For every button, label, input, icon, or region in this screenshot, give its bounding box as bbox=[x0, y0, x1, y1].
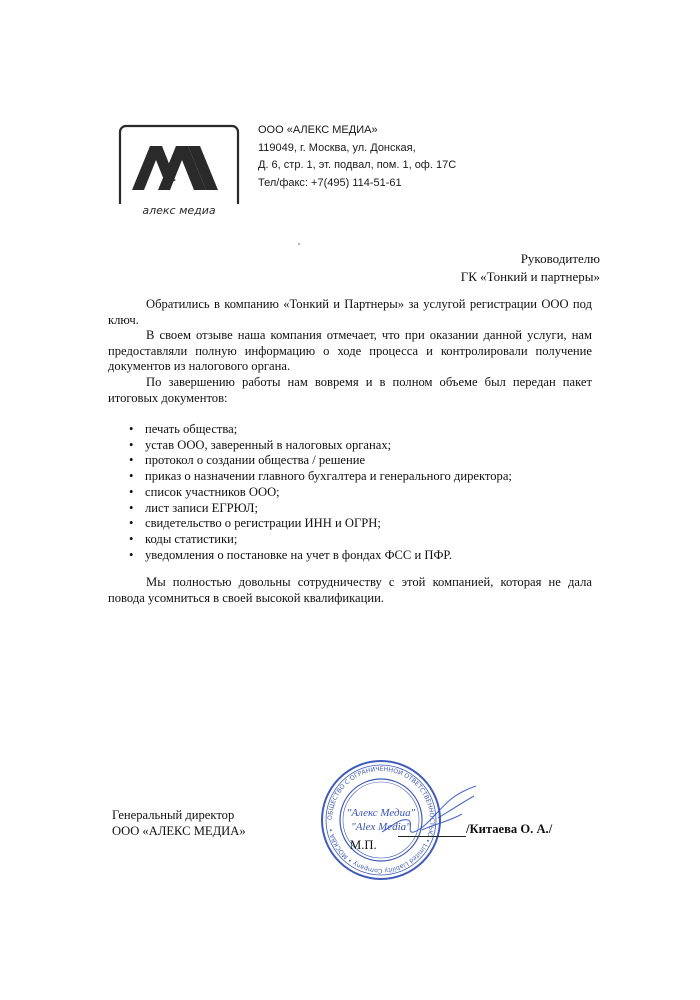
company-address-line2: Д. 6, стр. 1, эт. подвал, пом. 1, оф. 17С bbox=[258, 159, 457, 171]
list-item: • список участников ООО; bbox=[129, 484, 280, 499]
list-item: • протокол о создании общества / решение bbox=[129, 453, 366, 468]
company-details bbox=[258, 122, 518, 192]
handwritten-signature bbox=[378, 782, 480, 840]
logo-text: алекс медиа bbox=[142, 204, 216, 217]
bullet-icon: • bbox=[129, 484, 134, 499]
company-phone: Тел/факс: +7(495) 114-51-61 bbox=[258, 176, 402, 189]
bullet-icon: • bbox=[129, 422, 134, 436]
bullet-icon: • bbox=[129, 516, 134, 531]
signatory-title bbox=[112, 807, 246, 839]
company-address-line1: 119049, г. Москва, ул. Донская, bbox=[258, 141, 416, 154]
letter-body bbox=[108, 297, 592, 406]
list-item: • уведомления о постановке на учет в фондах ФСС и ПФР. bbox=[129, 547, 452, 562]
bullet-icon: • bbox=[129, 469, 134, 484]
list-item: • коды статистики; bbox=[129, 531, 238, 546]
stamp-ring-text: ОБЩЕСТВО С ОГРАНИЧЕННОЙ ОТВЕТСТВЕННОСТЬЮ • Limited Liability Company • МОСКВА • bbox=[326, 765, 436, 875]
list-item: • устав ООО, заверенный в налоговых органах; bbox=[129, 437, 392, 452]
stamp-name-en: "Alex Media" bbox=[351, 821, 411, 833]
bullet-icon: • bbox=[129, 437, 134, 452]
list-item: • свидетельство о регистрации ИНН и ОГРН; bbox=[129, 516, 381, 531]
company-logo bbox=[118, 124, 240, 218]
list-item: • лист записи ЕГРЮЛ; bbox=[129, 500, 258, 515]
addressee-line2: ГК «Тонкий и партнеры» bbox=[460, 269, 600, 284]
bullet-icon: • bbox=[129, 547, 134, 562]
body-paragraph-3: По завершению работы нам вовремя и в полном объеме был передан пакет итоговых документов: bbox=[108, 374, 592, 405]
signatory-name: /Китаева О. А./ bbox=[466, 822, 553, 836]
bullet-icon: • bbox=[129, 500, 134, 515]
addressee bbox=[461, 250, 600, 286]
addressee-line1: Руководителю bbox=[520, 251, 600, 266]
list-item: • печать общества; bbox=[129, 422, 238, 436]
closing-paragraph: Мы полностью довольны сотрудничеству с этой компанией, которая не дала повода усомниться в своей высокой квалификации. bbox=[108, 575, 592, 605]
stamp-name-ru: "Алекс Медиа" bbox=[346, 807, 416, 819]
list-item: • приказ о назначении главного бухгалтера и генерального директора; bbox=[129, 469, 512, 484]
bullet-icon: • bbox=[129, 453, 134, 468]
signatory-company: ООО «АЛЕКС МЕДИА» bbox=[112, 824, 246, 838]
documents-list bbox=[108, 422, 592, 563]
bullet-icon: • bbox=[129, 531, 134, 546]
company-name: ООО «АЛЕКС МЕДИА» bbox=[258, 124, 378, 136]
seal-place-label: М.П. bbox=[350, 838, 377, 852]
body-paragraph-2: В своем отзыве наша компания отмечает, что при оказании данной услуги, нам предоставляли полную информацию о ходе процесса и контролировали получение документов из налогового органа. bbox=[108, 328, 592, 374]
body-paragraph-1: Обратились в компанию «Тонкий и Партнеры» за услугой регистрации ООО под ключ. bbox=[108, 297, 592, 327]
speck bbox=[298, 243, 300, 245]
signatory-position: Генеральный директор bbox=[112, 808, 235, 822]
signature-line bbox=[398, 836, 466, 837]
